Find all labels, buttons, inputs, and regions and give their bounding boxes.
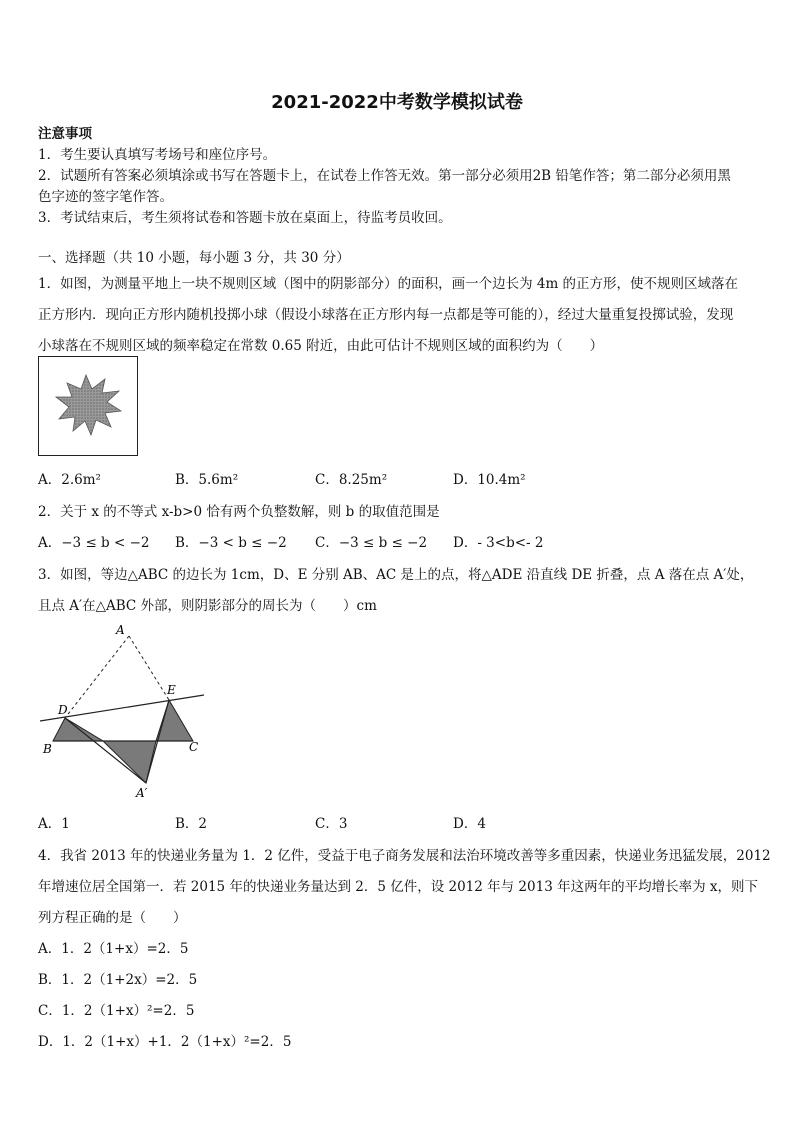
label-b: B: [43, 742, 52, 756]
q1-option-b[interactable]: B．5.6m²: [175, 472, 239, 488]
q1-irregular-region: [39, 357, 137, 455]
q4-text: 列方程正确的是（ ）: [38, 910, 187, 926]
q3-text: 3．如图，等边△ABC 的边长为 1cm，D、E 分别 AB、AC 是上的点，将△ADE 沿直线 DE 折叠，点 A 落在点 A′处，: [38, 567, 754, 583]
q4-text: 4．我省 2013 年的快递业务量为 1．2 亿件，受益于电子商务发展和法治环境改善等多重因素，快递业务迅猛发展，2012: [38, 848, 771, 864]
shaded-left: [53, 718, 103, 741]
label-a: A: [116, 623, 125, 637]
q3-option-d[interactable]: D．4: [453, 816, 486, 832]
q3-triangle-figure: [36, 620, 216, 802]
q4-option-a[interactable]: A．1．2（1+x）=2．5: [38, 941, 189, 957]
notice-item: 3．考试结束后，考生须将试卷和答题卡放在桌面上，待监考员收回。: [38, 210, 452, 226]
q1-option-d[interactable]: D．10.4m²: [453, 472, 526, 488]
q4-text: 年增速位居全国第一．若 2015 年的快递业务量达到 2．5 亿件，设 2012 年与 2013 年这两年的平均增长率为 x，则下: [38, 879, 758, 895]
notice-item: 2．试题所有答案必须填涂或书写在答题卡上，在试卷上作答无效。第一部分必须用2B 铅笔作答；第二部分必须用黑: [38, 168, 731, 184]
q3-text: 且点 A′在△ABC 外部，则阴影部分的周长为（ ）cm: [38, 598, 377, 614]
q4-option-d[interactable]: D．1．2（1+x）+1．2（1+x）²=2．5: [38, 1034, 292, 1050]
notice-item: 1．考生要认真填写考场号和座位序号。: [38, 147, 277, 163]
q2-option-b[interactable]: B．−3 < b ≤ −2: [175, 535, 287, 551]
q2-text: 2．关于 x 的不等式 x-b>0 恰有两个负整数解，则 b 的取值范围是: [38, 504, 440, 520]
label-e: E: [167, 683, 176, 697]
label-a-prime: A′: [136, 786, 148, 800]
label-d: D: [58, 703, 68, 717]
q1-text: 1．如图，为测量平地上一块不规则区域（图中的阴影部分）的面积，画一个边长为 4m 的正方形，使不规则区域落在: [38, 276, 739, 292]
q2-option-d[interactable]: D．- 3<b<- 2: [453, 535, 544, 551]
notice-item: 色字迹的签字笔作答。: [38, 189, 173, 205]
dashed-edge-ae: [129, 636, 169, 700]
section-heading: 一、选择题（共 10 小题，每小题 3 分，共 30 分）: [38, 250, 350, 266]
q1-option-a[interactable]: A．2.6m²: [38, 472, 101, 488]
q3-option-b[interactable]: B．2: [175, 816, 208, 832]
page-title: 2021-2022中考数学模拟试卷: [271, 92, 523, 113]
q1-text: 正方形内．现向正方形内随机投掷小球（假设小球落在正方形内每一点都是等可能的），经过大量重复投掷试验，发现: [38, 307, 734, 323]
shaded-right: [156, 700, 193, 741]
q2-option-c[interactable]: C．−3 ≤ b ≤ −2: [315, 535, 428, 551]
q4-option-b[interactable]: B．1．2（1+2x）=2．5: [38, 972, 198, 988]
q4-option-c[interactable]: C．1．2（1+x）²=2．5: [38, 1003, 195, 1019]
q3-option-a[interactable]: A．1: [38, 816, 70, 832]
notice-heading: 注意事项: [38, 126, 92, 142]
q2-option-a[interactable]: A．−3 ≤ b < −2: [38, 535, 150, 551]
dashed-edge-ad: [65, 636, 129, 718]
q1-text: 小球落在不规则区域的频率稳定在常数 0.65 附近，由此可估计不规则区域的面积约为（ ）: [38, 338, 604, 354]
q1-option-c[interactable]: C．8.25m²: [315, 472, 388, 488]
label-c: C: [189, 740, 199, 754]
q1-figure-square: [38, 356, 138, 456]
q3-option-c[interactable]: C．3: [315, 816, 348, 832]
